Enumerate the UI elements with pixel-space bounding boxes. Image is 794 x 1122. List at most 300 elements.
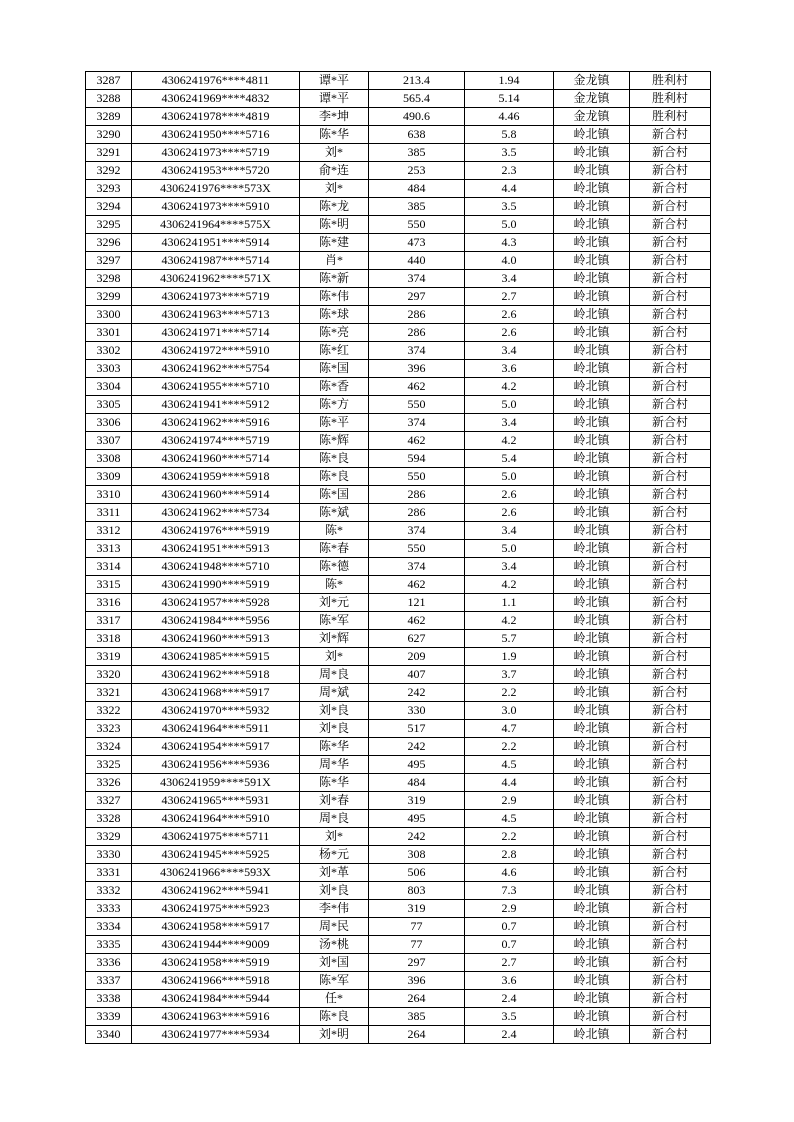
table-row <box>86 846 711 864</box>
cell-name: 陈*国 <box>300 360 369 378</box>
table-row <box>86 414 711 432</box>
cell-amount: 253 <box>369 162 465 180</box>
table-row <box>86 504 711 522</box>
table-row <box>86 270 711 288</box>
cell-town: 岭北镇 <box>554 450 630 468</box>
cell-area: 4.3 <box>465 234 554 252</box>
cell-amount: 495 <box>369 756 465 774</box>
cell-town: 岭北镇 <box>554 972 630 990</box>
cell-seq: 3288 <box>86 90 132 108</box>
table-row <box>86 810 711 828</box>
cell-seq: 3296 <box>86 234 132 252</box>
cell-seq: 3289 <box>86 108 132 126</box>
cell-village: 新合村 <box>630 828 711 846</box>
cell-seq: 3331 <box>86 864 132 882</box>
cell-id-number: 4306241976****573X <box>132 180 300 198</box>
cell-area: 2.6 <box>465 504 554 522</box>
cell-seq: 3290 <box>86 126 132 144</box>
cell-town: 岭北镇 <box>554 666 630 684</box>
cell-amount: 209 <box>369 648 465 666</box>
cell-area: 0.7 <box>465 918 554 936</box>
cell-town: 岭北镇 <box>554 612 630 630</box>
cell-id-number: 4306241941****5912 <box>132 396 300 414</box>
cell-amount: 264 <box>369 1026 465 1044</box>
cell-area: 7.3 <box>465 882 554 900</box>
cell-id-number: 4306241957****5928 <box>132 594 300 612</box>
table-row <box>86 576 711 594</box>
cell-name: 俞*连 <box>300 162 369 180</box>
table-row <box>86 756 711 774</box>
cell-seq: 3291 <box>86 144 132 162</box>
cell-village: 新合村 <box>630 738 711 756</box>
cell-id-number: 4306241963****5916 <box>132 1008 300 1026</box>
cell-seq: 3337 <box>86 972 132 990</box>
cell-name: 陈*德 <box>300 558 369 576</box>
cell-amount: 484 <box>369 774 465 792</box>
cell-village: 新合村 <box>630 180 711 198</box>
cell-amount: 462 <box>369 576 465 594</box>
cell-village: 新合村 <box>630 792 711 810</box>
cell-village: 新合村 <box>630 126 711 144</box>
cell-town: 岭北镇 <box>554 324 630 342</box>
cell-name: 陈*军 <box>300 612 369 630</box>
cell-amount: 286 <box>369 504 465 522</box>
cell-area: 5.0 <box>465 468 554 486</box>
cell-seq: 3303 <box>86 360 132 378</box>
cell-area: 1.1 <box>465 594 554 612</box>
cell-village: 新合村 <box>630 846 711 864</box>
cell-id-number: 4306241975****5923 <box>132 900 300 918</box>
cell-name: 汤*桃 <box>300 936 369 954</box>
cell-village: 新合村 <box>630 270 711 288</box>
cell-amount: 473 <box>369 234 465 252</box>
cell-amount: 121 <box>369 594 465 612</box>
cell-area: 5.0 <box>465 216 554 234</box>
table-row <box>86 126 711 144</box>
cell-area: 4.5 <box>465 810 554 828</box>
cell-town: 岭北镇 <box>554 792 630 810</box>
cell-seq: 3307 <box>86 432 132 450</box>
cell-amount: 490.6 <box>369 108 465 126</box>
cell-amount: 297 <box>369 288 465 306</box>
cell-amount: 803 <box>369 882 465 900</box>
cell-seq: 3293 <box>86 180 132 198</box>
cell-seq: 3298 <box>86 270 132 288</box>
cell-seq: 3335 <box>86 936 132 954</box>
cell-id-number: 4306241966****5918 <box>132 972 300 990</box>
table-row <box>86 774 711 792</box>
table-row <box>86 918 711 936</box>
table-row <box>86 144 711 162</box>
cell-village: 新合村 <box>630 882 711 900</box>
cell-area: 2.8 <box>465 846 554 864</box>
cell-amount: 484 <box>369 180 465 198</box>
cell-amount: 638 <box>369 126 465 144</box>
cell-name: 陈*明 <box>300 216 369 234</box>
cell-town: 岭北镇 <box>554 414 630 432</box>
cell-village: 新合村 <box>630 702 711 720</box>
cell-name: 陈*新 <box>300 270 369 288</box>
cell-town: 岭北镇 <box>554 396 630 414</box>
table-row <box>86 684 711 702</box>
table-row <box>86 612 711 630</box>
cell-name: 刘* <box>300 828 369 846</box>
cell-area: 2.2 <box>465 684 554 702</box>
cell-area: 3.7 <box>465 666 554 684</box>
records-table-container <box>85 71 711 1044</box>
cell-id-number: 4306241964****5911 <box>132 720 300 738</box>
cell-id-number: 4306241960****5914 <box>132 486 300 504</box>
cell-area: 2.9 <box>465 792 554 810</box>
table-row <box>86 630 711 648</box>
cell-id-number: 4306241969****4832 <box>132 90 300 108</box>
cell-area: 4.4 <box>465 774 554 792</box>
cell-village: 新合村 <box>630 288 711 306</box>
cell-area: 5.4 <box>465 450 554 468</box>
cell-town: 岭北镇 <box>554 198 630 216</box>
table-row <box>86 990 711 1008</box>
cell-town: 岭北镇 <box>554 846 630 864</box>
cell-name: 陈* <box>300 576 369 594</box>
cell-village: 新合村 <box>630 684 711 702</box>
cell-id-number: 4306241965****5931 <box>132 792 300 810</box>
cell-town: 金龙镇 <box>554 90 630 108</box>
cell-amount: 286 <box>369 486 465 504</box>
cell-town: 金龙镇 <box>554 108 630 126</box>
cell-amount: 297 <box>369 954 465 972</box>
cell-amount: 319 <box>369 792 465 810</box>
cell-id-number: 4306241974****5719 <box>132 432 300 450</box>
cell-village: 新合村 <box>630 360 711 378</box>
cell-town: 岭北镇 <box>554 918 630 936</box>
cell-amount: 264 <box>369 990 465 1008</box>
cell-name: 陈* <box>300 522 369 540</box>
cell-id-number: 4306241954****5917 <box>132 738 300 756</box>
table-row <box>86 954 711 972</box>
cell-amount: 385 <box>369 1008 465 1026</box>
cell-name: 陈*华 <box>300 126 369 144</box>
table-row <box>86 486 711 504</box>
cell-area: 2.6 <box>465 324 554 342</box>
cell-id-number: 4306241964****575X <box>132 216 300 234</box>
cell-id-number: 4306241964****5910 <box>132 810 300 828</box>
cell-id-number: 4306241962****5754 <box>132 360 300 378</box>
cell-amount: 319 <box>369 900 465 918</box>
cell-seq: 3297 <box>86 252 132 270</box>
cell-seq: 3287 <box>86 72 132 90</box>
cell-town: 岭北镇 <box>554 1008 630 1026</box>
cell-town: 岭北镇 <box>554 144 630 162</box>
cell-id-number: 4306241953****5720 <box>132 162 300 180</box>
cell-name: 陈*良 <box>300 450 369 468</box>
cell-town: 岭北镇 <box>554 630 630 648</box>
table-row <box>86 432 711 450</box>
cell-seq: 3329 <box>86 828 132 846</box>
cell-area: 3.4 <box>465 270 554 288</box>
table-row <box>86 90 711 108</box>
table-row <box>86 360 711 378</box>
cell-name: 刘*革 <box>300 864 369 882</box>
cell-amount: 242 <box>369 738 465 756</box>
cell-seq: 3320 <box>86 666 132 684</box>
cell-area: 4.6 <box>465 864 554 882</box>
cell-name: 周*斌 <box>300 684 369 702</box>
cell-area: 4.2 <box>465 576 554 594</box>
cell-id-number: 4306241984****5944 <box>132 990 300 1008</box>
cell-amount: 495 <box>369 810 465 828</box>
cell-village: 新合村 <box>630 414 711 432</box>
cell-seq: 3309 <box>86 468 132 486</box>
cell-seq: 3311 <box>86 504 132 522</box>
cell-town: 岭北镇 <box>554 774 630 792</box>
cell-name: 刘* <box>300 144 369 162</box>
cell-name: 陈*建 <box>300 234 369 252</box>
cell-id-number: 4306241960****5714 <box>132 450 300 468</box>
cell-town: 金龙镇 <box>554 72 630 90</box>
cell-amount: 550 <box>369 468 465 486</box>
cell-village: 新合村 <box>630 324 711 342</box>
cell-name: 李*坤 <box>300 108 369 126</box>
table-row <box>86 1008 711 1026</box>
cell-village: 新合村 <box>630 1026 711 1044</box>
table-row <box>86 792 711 810</box>
cell-village: 新合村 <box>630 540 711 558</box>
cell-amount: 385 <box>369 198 465 216</box>
cell-name: 谭*平 <box>300 90 369 108</box>
cell-area: 3.4 <box>465 522 554 540</box>
cell-town: 岭北镇 <box>554 504 630 522</box>
cell-name: 肖* <box>300 252 369 270</box>
cell-village: 新合村 <box>630 594 711 612</box>
cell-town: 岭北镇 <box>554 378 630 396</box>
cell-area: 3.5 <box>465 144 554 162</box>
cell-seq: 3315 <box>86 576 132 594</box>
cell-amount: 308 <box>369 846 465 864</box>
cell-amount: 550 <box>369 216 465 234</box>
cell-seq: 3324 <box>86 738 132 756</box>
cell-seq: 3292 <box>86 162 132 180</box>
cell-amount: 286 <box>369 306 465 324</box>
cell-name: 刘* <box>300 180 369 198</box>
cell-id-number: 4306241973****5719 <box>132 288 300 306</box>
cell-village: 新合村 <box>630 306 711 324</box>
cell-id-number: 4306241973****5910 <box>132 198 300 216</box>
cell-name: 陈*斌 <box>300 504 369 522</box>
table-row <box>86 1026 711 1044</box>
cell-area: 5.8 <box>465 126 554 144</box>
cell-village: 新合村 <box>630 162 711 180</box>
cell-village: 新合村 <box>630 486 711 504</box>
cell-town: 岭北镇 <box>554 432 630 450</box>
cell-seq: 3340 <box>86 1026 132 1044</box>
cell-id-number: 4306241972****5910 <box>132 342 300 360</box>
cell-town: 岭北镇 <box>554 828 630 846</box>
cell-town: 岭北镇 <box>554 342 630 360</box>
cell-id-number: 4306241950****5716 <box>132 126 300 144</box>
cell-name: 杨*元 <box>300 846 369 864</box>
cell-seq: 3304 <box>86 378 132 396</box>
table-row <box>86 828 711 846</box>
cell-village: 新合村 <box>630 576 711 594</box>
cell-seq: 3302 <box>86 342 132 360</box>
cell-area: 2.7 <box>465 288 554 306</box>
cell-seq: 3295 <box>86 216 132 234</box>
cell-name: 刘*元 <box>300 594 369 612</box>
cell-amount: 286 <box>369 324 465 342</box>
cell-village: 新合村 <box>630 378 711 396</box>
cell-amount: 462 <box>369 432 465 450</box>
cell-village: 新合村 <box>630 144 711 162</box>
cell-seq: 3322 <box>86 702 132 720</box>
cell-name: 陈*军 <box>300 972 369 990</box>
table-row <box>86 324 711 342</box>
table-row <box>86 162 711 180</box>
cell-area: 2.4 <box>465 990 554 1008</box>
cell-amount: 627 <box>369 630 465 648</box>
table-row <box>86 720 711 738</box>
cell-seq: 3306 <box>86 414 132 432</box>
table-row <box>86 306 711 324</box>
cell-area: 4.46 <box>465 108 554 126</box>
table-row <box>86 234 711 252</box>
cell-name: 陈*方 <box>300 396 369 414</box>
cell-seq: 3316 <box>86 594 132 612</box>
cell-id-number: 4306241990****5919 <box>132 576 300 594</box>
cell-seq: 3301 <box>86 324 132 342</box>
cell-area: 3.6 <box>465 972 554 990</box>
cell-area: 2.7 <box>465 954 554 972</box>
cell-area: 4.2 <box>465 432 554 450</box>
cell-town: 岭北镇 <box>554 486 630 504</box>
table-row <box>86 936 711 954</box>
cell-village: 新合村 <box>630 558 711 576</box>
table-row <box>86 522 711 540</box>
cell-seq: 3321 <box>86 684 132 702</box>
cell-area: 4.4 <box>465 180 554 198</box>
table-row <box>86 540 711 558</box>
cell-id-number: 4306241984****5956 <box>132 612 300 630</box>
table-row <box>86 396 711 414</box>
cell-amount: 374 <box>369 558 465 576</box>
cell-seq: 3332 <box>86 882 132 900</box>
cell-town: 岭北镇 <box>554 576 630 594</box>
cell-name: 陈*平 <box>300 414 369 432</box>
cell-id-number: 4306241955****5710 <box>132 378 300 396</box>
cell-village: 新合村 <box>630 666 711 684</box>
cell-village: 胜利村 <box>630 72 711 90</box>
cell-town: 岭北镇 <box>554 522 630 540</box>
cell-name: 陈*亮 <box>300 324 369 342</box>
cell-seq: 3314 <box>86 558 132 576</box>
cell-id-number: 4306241951****5914 <box>132 234 300 252</box>
cell-area: 1.94 <box>465 72 554 90</box>
cell-name: 陈*华 <box>300 738 369 756</box>
cell-area: 5.7 <box>465 630 554 648</box>
cell-id-number: 4306241951****5913 <box>132 540 300 558</box>
cell-seq: 3326 <box>86 774 132 792</box>
cell-seq: 3330 <box>86 846 132 864</box>
cell-name: 陈*伟 <box>300 288 369 306</box>
cell-area: 4.0 <box>465 252 554 270</box>
cell-area: 3.5 <box>465 1008 554 1026</box>
cell-id-number: 4306241945****5925 <box>132 846 300 864</box>
cell-town: 岭北镇 <box>554 594 630 612</box>
cell-village: 新合村 <box>630 450 711 468</box>
cell-town: 岭北镇 <box>554 1026 630 1044</box>
cell-name: 陈*红 <box>300 342 369 360</box>
cell-amount: 374 <box>369 414 465 432</box>
cell-town: 岭北镇 <box>554 702 630 720</box>
cell-village: 新合村 <box>630 504 711 522</box>
cell-town: 岭北镇 <box>554 684 630 702</box>
cell-name: 周*良 <box>300 666 369 684</box>
table-row <box>86 288 711 306</box>
cell-village: 新合村 <box>630 864 711 882</box>
table-row <box>86 450 711 468</box>
cell-id-number: 4306241948****5710 <box>132 558 300 576</box>
cell-id-number: 4306241971****5714 <box>132 324 300 342</box>
cell-town: 岭北镇 <box>554 468 630 486</box>
cell-id-number: 4306241956****5936 <box>132 756 300 774</box>
cell-area: 3.4 <box>465 342 554 360</box>
table-row <box>86 378 711 396</box>
cell-name: 刘*良 <box>300 720 369 738</box>
cell-village: 新合村 <box>630 234 711 252</box>
cell-area: 2.2 <box>465 828 554 846</box>
cell-town: 岭北镇 <box>554 936 630 954</box>
cell-village: 新合村 <box>630 774 711 792</box>
cell-area: 3.5 <box>465 198 554 216</box>
cell-id-number: 4306241958****5917 <box>132 918 300 936</box>
cell-town: 岭北镇 <box>554 252 630 270</box>
cell-area: 4.2 <box>465 378 554 396</box>
cell-name: 陈*球 <box>300 306 369 324</box>
cell-name: 陈*华 <box>300 774 369 792</box>
cell-amount: 213.4 <box>369 72 465 90</box>
cell-name: 陈*国 <box>300 486 369 504</box>
table-row <box>86 666 711 684</box>
table-row <box>86 900 711 918</box>
cell-town: 岭北镇 <box>554 162 630 180</box>
cell-village: 新合村 <box>630 216 711 234</box>
cell-seq: 3313 <box>86 540 132 558</box>
cell-name: 陈*春 <box>300 540 369 558</box>
cell-village: 新合村 <box>630 648 711 666</box>
cell-seq: 3319 <box>86 648 132 666</box>
cell-village: 新合村 <box>630 432 711 450</box>
cell-amount: 396 <box>369 972 465 990</box>
table-row <box>86 198 711 216</box>
cell-name: 陈*良 <box>300 1008 369 1026</box>
table-row <box>86 216 711 234</box>
cell-area: 2.6 <box>465 486 554 504</box>
cell-village: 新合村 <box>630 522 711 540</box>
cell-amount: 462 <box>369 612 465 630</box>
table-row <box>86 72 711 90</box>
cell-name: 刘* <box>300 648 369 666</box>
table-row <box>86 738 711 756</box>
cell-amount: 385 <box>369 144 465 162</box>
cell-id-number: 4306241960****5913 <box>132 630 300 648</box>
cell-amount: 374 <box>369 342 465 360</box>
table-row <box>86 972 711 990</box>
cell-town: 岭北镇 <box>554 288 630 306</box>
cell-town: 岭北镇 <box>554 738 630 756</box>
cell-village: 新合村 <box>630 918 711 936</box>
table-row <box>86 342 711 360</box>
cell-seq: 3328 <box>86 810 132 828</box>
cell-id-number: 4306241970****5932 <box>132 702 300 720</box>
